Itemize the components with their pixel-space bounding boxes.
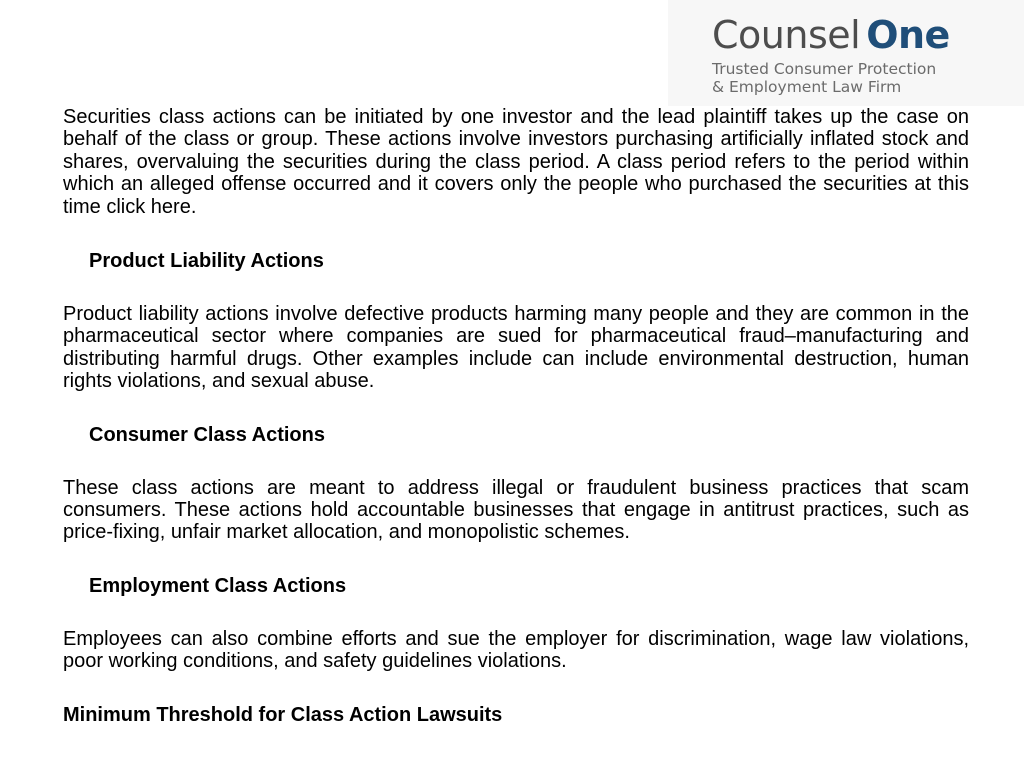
minimum-threshold-heading: Minimum Threshold for Class Action Lawsuits bbox=[63, 703, 503, 726]
employment-class-heading: Employment Class Actions bbox=[89, 574, 347, 597]
securities-paragraph: Securities class actions can be initiated by one investor and the lead plaintiff takes up the case on behalf of the class or group. These actions involve investors purchasing artificially inflated stock and shares, overvaluing the securities during the class period. A class period refers to the period within which an alleged offense occurred and it covers only the people who purchased the securities at this time click here. bbox=[63, 106, 969, 218]
logo-name-part2: One bbox=[866, 13, 950, 57]
product-liability-heading: Product Liability Actions bbox=[89, 250, 324, 273]
logo-tagline-line2: & Employment Law Firm bbox=[712, 78, 902, 96]
slide-body bbox=[63, 106, 969, 726]
product-liability-paragraph: Product liability actions involve defective products harming many people and they are common in the pharmaceutical sector where companies are sued for pharmaceutical fraud–manufacturing and distributing harmful drugs. Other examples include can include environmental destruction, human rights violations, and sexual abuse. bbox=[63, 303, 969, 393]
consumer-class-heading: Consumer Class Actions bbox=[89, 423, 325, 446]
employment-class-paragraph: Employees can also combine efforts and sue the employer for discrimination, wage law violations, poor working conditions, and safety guidelines violations. bbox=[63, 627, 969, 673]
logo-tagline bbox=[712, 60, 936, 96]
logo-tagline-line1: Trusted Consumer Protection bbox=[712, 60, 937, 78]
counsel-one-logo bbox=[668, 0, 1024, 106]
consumer-class-paragraph: These class actions are meant to address illegal or fraudulent business practices that scam consumers. These actions hold accountable businesses that engage in antitrust practices, such as price-fixing, unfair market allocation, and monopolistic schemes. bbox=[63, 476, 969, 544]
logo-wordmark bbox=[712, 12, 950, 58]
logo-name-part1: Counsel bbox=[712, 13, 861, 57]
